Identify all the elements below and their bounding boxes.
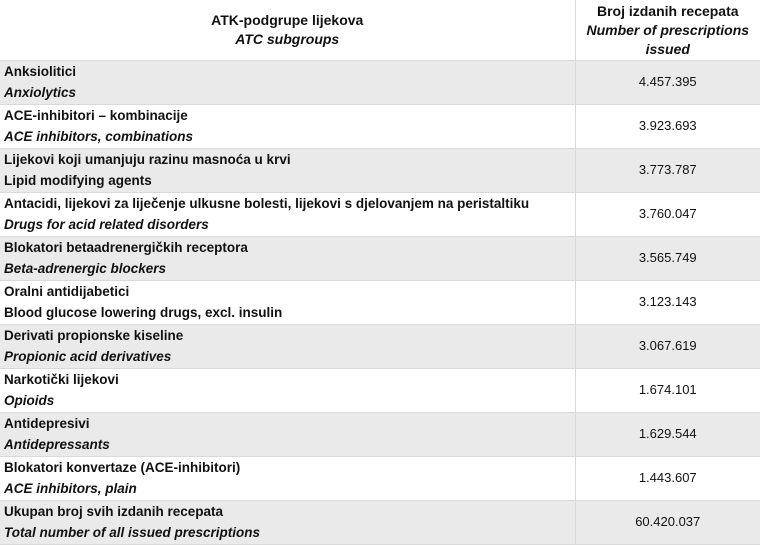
column-header-atc: [0, 0, 575, 61]
atc-subgroup-en: ACE inhibitors, plain: [4, 480, 137, 496]
atc-subgroup-hr: Derivati propionske kiseline: [4, 328, 184, 343]
table-row: [0, 413, 760, 457]
atc-subgroup-hr: Ukupan broj svih izdanih recepata: [4, 504, 224, 519]
table-row: [0, 193, 760, 237]
table-row: [0, 325, 760, 369]
atc-subgroup-hr: Lijekovi koji umanjuju razinu masnoća u krvi: [4, 152, 291, 167]
prescription-count-cell: 3.123.143: [575, 281, 760, 325]
prescription-count-cell: 1.674.101: [575, 369, 760, 413]
atc-subgroup-cell: [0, 457, 575, 501]
total-row: [0, 501, 760, 545]
atc-subgroup-cell: [0, 501, 575, 545]
prescription-count-cell: 3.067.619: [575, 325, 760, 369]
atc-subgroup-cell: [0, 61, 575, 105]
atc-subgroup-hr: ACE-inhibitori – kombinacije: [4, 108, 188, 123]
table-row: [0, 105, 760, 149]
table-row: [0, 61, 760, 105]
prescription-count-cell: 1.629.544: [575, 413, 760, 457]
atc-subgroup-cell: [0, 237, 575, 281]
prescription-count-cell: 4.457.395: [575, 61, 760, 105]
atc-subgroup-en: ACE inhibitors, combinations: [4, 128, 194, 144]
atc-subgroup-hr: Blokatori betaadrenergičkih receptora: [4, 240, 248, 255]
table-row: [0, 149, 760, 193]
atc-subgroup-hr: Antacidi, lijekovi za liječenje ulkusne bolesti, lijekovi s djelovanjem na peristaltiku: [4, 196, 530, 211]
atc-subgroup-hr: Anksiolitici: [4, 64, 77, 79]
atc-subgroup-en: Total number of all issued prescriptions: [4, 524, 261, 540]
atc-subgroup-hr: Antidepresivi: [4, 416, 90, 431]
atc-subgroup-cell: [0, 149, 575, 193]
table-row: [0, 237, 760, 281]
atc-subgroup-en: Blood glucose lowering drugs, excl. insulin: [4, 304, 283, 320]
atc-subgroup-en: Antidepressants: [4, 436, 110, 452]
atc-subgroup-en: Propionic acid derivatives: [4, 348, 172, 364]
table-row: [0, 457, 760, 501]
atc-subgroup-cell: [0, 193, 575, 237]
prescription-count-cell: 1.443.607: [575, 457, 760, 501]
column-header-atc-hr: ATK-podgrupe lijekova: [211, 12, 364, 28]
prescription-count-cell: 3.760.047: [575, 193, 760, 237]
atc-subgroup-hr: Blokatori konvertaze (ACE-inhibitori): [4, 460, 241, 475]
prescription-count-cell: 3.923.693: [575, 105, 760, 149]
table-row: [0, 369, 760, 413]
column-header-count-hr: Broj izdanih recepata: [596, 2, 739, 19]
atc-subgroup-en: Drugs for acid related disorders: [4, 216, 209, 232]
atc-subgroup-hr: Narkotički lijekovi: [4, 372, 119, 387]
prescription-count-cell: 3.565.749: [575, 237, 760, 281]
atc-subgroup-hr: Oralni antidijabetici: [4, 284, 130, 299]
atc-subgroup-en: Beta-adrenergic blockers: [4, 260, 167, 276]
prescription-count-cell: 3.773.787: [575, 149, 760, 193]
table-row: [0, 281, 760, 325]
prescription-count-cell: 60.420.037: [575, 501, 760, 545]
atc-subgroup-cell: [0, 281, 575, 325]
atc-subgroup-cell: [0, 325, 575, 369]
table-header-row: [0, 0, 760, 61]
atc-subgroup-cell: [0, 369, 575, 413]
atc-subgroup-en: Lipid modifying agents: [4, 172, 152, 188]
atc-subgroup-cell: [0, 105, 575, 149]
column-header-count-en: Number of prescriptions issued: [586, 21, 750, 57]
atc-subgroup-en: Opioids: [4, 392, 55, 408]
column-header-atc-en: ATC subgroups: [235, 31, 340, 47]
atc-subgroup-en: Anxiolytics: [4, 84, 77, 100]
column-header-count: [575, 0, 760, 61]
atc-subgroup-cell: [0, 413, 575, 457]
